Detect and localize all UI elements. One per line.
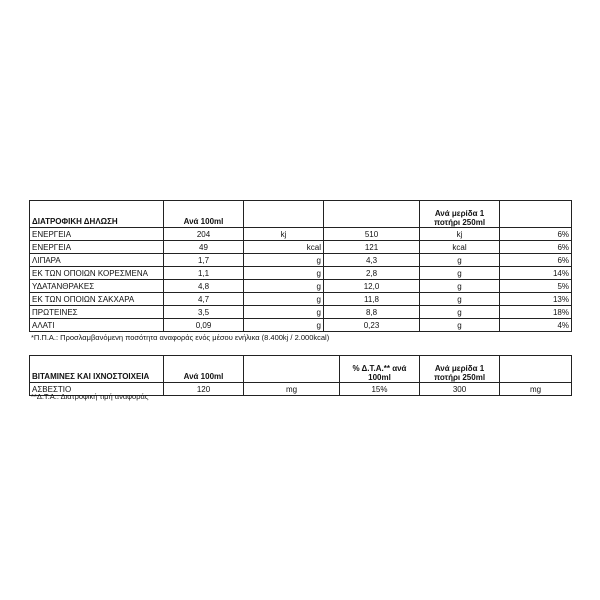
nutrient-name: ΕΚ ΤΩΝ ΟΠΟΙΩΝ ΚΟΡΕΣΜΕΝΑ — [30, 267, 164, 280]
vitamins-header-serving: Ανά μερίδα 1 ποτήρι 250ml — [420, 356, 500, 383]
serving-unit: g — [420, 280, 500, 293]
nutrition-header-label: ΔΙΑΤΡΟΦΙΚΗ ΔΗΛΩΣΗ — [30, 201, 164, 228]
per100-value: 204 — [164, 228, 244, 241]
nutrition-header-pct — [500, 201, 572, 228]
per100-value: 120 — [164, 383, 244, 396]
per100-unit: g — [244, 319, 324, 332]
table-row — [30, 228, 572, 241]
nutrient-name: ΕΝΕΡΓΕΙΑ — [30, 241, 164, 254]
table-row — [30, 267, 572, 280]
serving-value: 2,8 — [324, 267, 420, 280]
table-row — [30, 319, 572, 332]
serving-unit: g — [420, 293, 500, 306]
nutrition-header-per100: Ανά 100ml — [164, 201, 244, 228]
per100-unit: g — [244, 306, 324, 319]
reference-pct: 14% — [500, 267, 572, 280]
table-row — [30, 306, 572, 319]
per100-value: 4,8 — [164, 280, 244, 293]
nutrient-name: ΕΝΕΡΓΕΙΑ — [30, 228, 164, 241]
nutrition-header-row — [30, 201, 572, 228]
per100-value: 0,09 — [164, 319, 244, 332]
per100-value: 49 — [164, 241, 244, 254]
vitamins-header-per100: Ανά 100ml — [164, 356, 244, 383]
per100-value: 1,7 — [164, 254, 244, 267]
serving-unit: g — [420, 254, 500, 267]
serving-unit: kcal — [420, 241, 500, 254]
per100-unit: g — [244, 280, 324, 293]
per100-unit: g — [244, 293, 324, 306]
reference-pct: 13% — [500, 293, 572, 306]
per100-unit: mg — [244, 383, 340, 396]
nutrient-name: ΑΛΑΤΙ — [30, 319, 164, 332]
vitamins-header-row — [30, 356, 572, 383]
serving-value: 8,8 — [324, 306, 420, 319]
serving-value: 300 — [420, 383, 500, 396]
vitamins-header-pct: % Δ.Τ.Α.** ανά 100ml — [340, 356, 420, 383]
per100-unit: kj — [244, 228, 324, 241]
reference-intake-note: *Π.Π.Α.: Προσλαμβανόμενη ποσότητα αναφοράς ενός μέσου ενήλικα (8.400kj / 2.000kcal) — [31, 333, 330, 342]
serving-unit: g — [420, 267, 500, 280]
vitamins-header-unit2 — [500, 356, 572, 383]
serving-unit: mg — [500, 383, 572, 396]
nutrition-header-serving: Ανά μερίδα 1 ποτήρι 250ml — [420, 201, 500, 228]
nutrient-name: ΕΚ ΤΩΝ ΟΠΟΙΩΝ ΣΑΚΧΑΡΑ — [30, 293, 164, 306]
per100-value: 3,5 — [164, 306, 244, 319]
vitamin-name: ΑΣΒΕΣΤΙΟ — [30, 383, 164, 396]
per100-value: 1,1 — [164, 267, 244, 280]
reference-pct: 4% — [500, 319, 572, 332]
reference-pct: 15% — [340, 383, 420, 396]
reference-pct: 6% — [500, 254, 572, 267]
nutrient-name: ΛΙΠΑΡΑ — [30, 254, 164, 267]
reference-pct: 6% — [500, 241, 572, 254]
reference-pct: 18% — [500, 306, 572, 319]
serving-unit: kj — [420, 228, 500, 241]
vitamins-table — [29, 355, 572, 396]
reference-pct: 6% — [500, 228, 572, 241]
serving-value: 510 — [324, 228, 420, 241]
table-row — [30, 293, 572, 306]
per100-unit: kcal — [244, 241, 324, 254]
table-row — [30, 280, 572, 293]
reference-value-note: **Δ.Τ.Α.: Διατροφική τιμή αναφοράς — [31, 392, 149, 401]
serving-value: 0,23 — [324, 319, 420, 332]
vitamins-header-unit — [244, 356, 340, 383]
nutrition-table — [29, 200, 572, 332]
serving-value: 12,0 — [324, 280, 420, 293]
serving-unit: g — [420, 306, 500, 319]
serving-value: 121 — [324, 241, 420, 254]
reference-pct: 5% — [500, 280, 572, 293]
nutrition-header-serving-value — [324, 201, 420, 228]
per100-unit: g — [244, 254, 324, 267]
nutrient-name: ΥΔΑΤΑΝΘΡΑΚΕΣ — [30, 280, 164, 293]
table-row — [30, 241, 572, 254]
nutrient-name: ΠΡΩΤΕΙΝΕΣ — [30, 306, 164, 319]
serving-value: 11,8 — [324, 293, 420, 306]
vitamins-header-label: ΒΙΤΑΜΙΝΕΣ ΚΑΙ ΙΧΝΟΣΤΟΙΧΕΙΑ — [30, 356, 164, 383]
nutrition-header-unit — [244, 201, 324, 228]
serving-unit: g — [420, 319, 500, 332]
serving-value: 4,3 — [324, 254, 420, 267]
per100-value: 4,7 — [164, 293, 244, 306]
table-row — [30, 254, 572, 267]
per100-unit: g — [244, 267, 324, 280]
